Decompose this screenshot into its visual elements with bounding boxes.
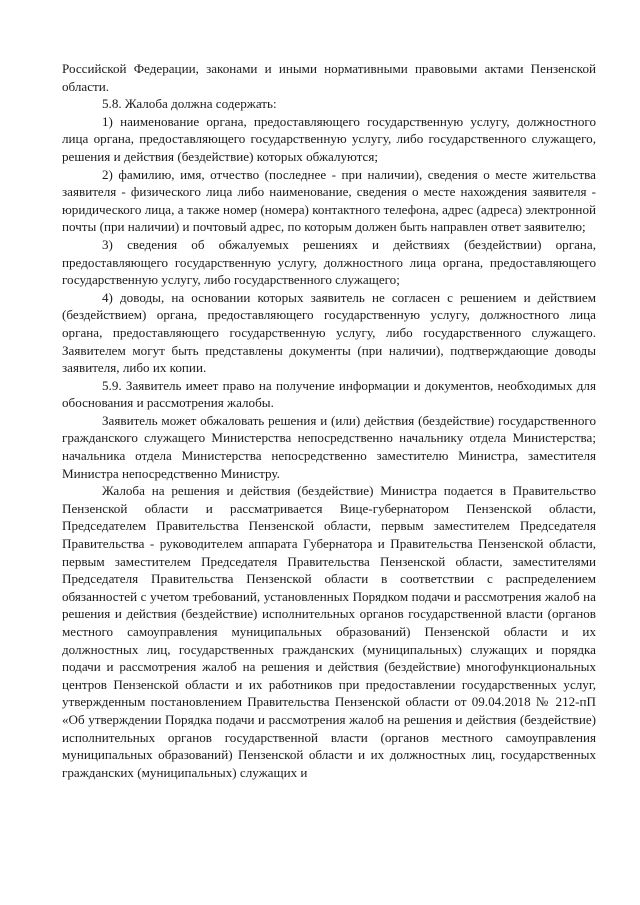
- paragraph-item-2: 2) фамилию, имя, отчество (последнее - при наличии), сведения о месте жительства заявителя - физического лица либо наименование, сведения о месте нахождения заявителя - юридического лица, а также номер (номера) контактного телефона, адрес (адреса) электронной почты (при наличии) и почтовый адрес, по которым должен быть направлен ответ заявителю;: [62, 166, 596, 235]
- paragraph-item-1: 1) наименование органа, предоставляющего государственную услугу, должностного лица органа, предоставляющего государственную услугу, либо государственного служащего, решения и действия (бездействие) которых обжалуются;: [62, 113, 596, 164]
- paragraph-item-4: 4) доводы, на основании которых заявитель не согласен с решением и действием (бездействием) органа, предоставляющего государственную услугу, должностного лица органа, предоставляющего государственную услугу, либо государственного служащего. Заявителем могут быть представлены документы (при наличии), подтверждающие доводы заявителя, либо их копии.: [62, 289, 596, 376]
- document-page: [62, 60, 596, 781]
- paragraph-5-8-heading: 5.8. Жалоба должна содержать:: [102, 96, 277, 112]
- paragraph-appeal-officials: Заявитель может обжаловать решения и (или) действия (бездействие) государственного гражданского служащего Министерства непосредственно начальнику отдела Министерства; начальника отдела Министерства непосредственно заместителю Министра, заместителя Министра непосредственно Министру.: [62, 412, 596, 481]
- paragraph-continuation: Российской Федерации, законами и иными нормативными правовыми актами Пензенской области.: [62, 61, 596, 94]
- paragraph-item-3: 3) сведения об обжалуемых решениях и действиях (бездействии) органа, предоставляющего государственную услугу, должностного лица органа, предоставляющего государственную услугу, либо государственного служащего;: [62, 236, 596, 288]
- paragraph-appeal-minister: Жалоба на решения и действия (бездействие) Министра подается в Правительство Пензенской области и рассматривается Вице-губернатором Пензенской области, Председателем Правительства Пензенской области, первым заместителем Председателя Правительства - руководителем аппарата Губернатора и Правительства Пензенской области, первым заместителем Председателя Правительства Пензенской области, заместителями Председателя Правительства Пензенской области в соответствии с распределением обязанностей с учетом требований, установленных Порядком подачи и рассмотрения жалоб на решения и действия (бездействие) исполнительных органов государственной власти (органов местного самоуправления муниципальных образований) Пензенской области и их должностных лиц, государственных гражданских (муниципальных) служащих и порядка подачи и рассмотрения жалоб на решения и действия (бездействие) многофункциональных центров Пензенской области и их работников при предоставлении государственных услуг, утвержденным постановлением Правительства Пензенской области от 09.04.2018 № 212-пП «Об утверждении Порядка подачи и рассмотрения жалоб на решения и действия (бездействие) исполнительных органов государственной власти (органов местного самоуправления муниципальных образований) Пензенской области и их должностных лиц, государственных гражданских (муниципальных) служащих и: [62, 483, 596, 780]
- paragraph-5-9: 5.9. Заявитель имеет право на получение информации и документов, необходимых для обоснования и рассмотрения жалобы.: [62, 377, 596, 411]
